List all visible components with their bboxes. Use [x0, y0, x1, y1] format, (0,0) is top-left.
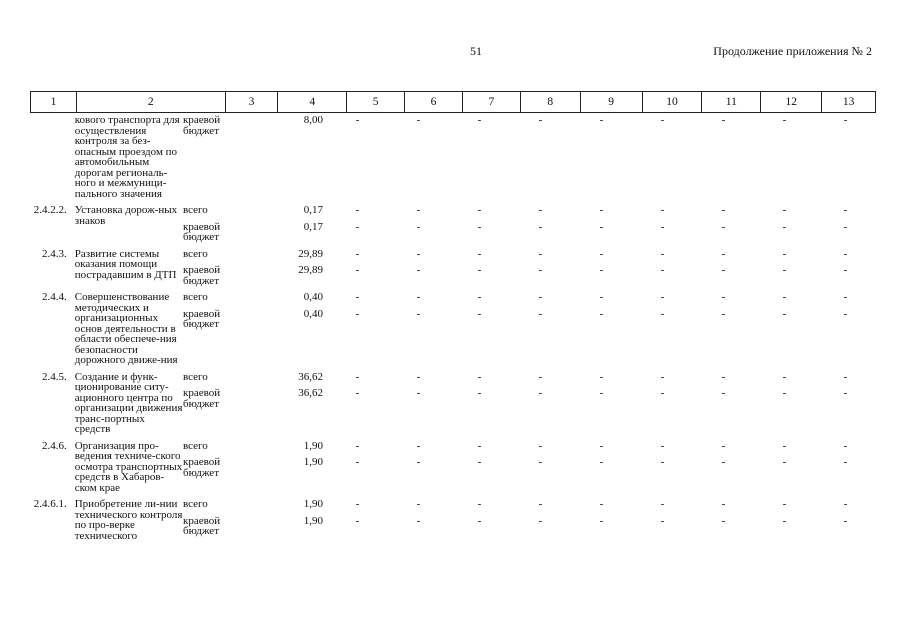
empty-cell-dash: -: [477, 387, 482, 399]
empty-cell-dash: -: [477, 291, 482, 303]
empty-cell-dash: -: [782, 514, 787, 527]
funding-source: краевой бюджет: [183, 220, 221, 243]
funding-value: 36,62: [298, 370, 323, 383]
funding-value: 0,40: [303, 291, 323, 303]
empty-cell-dash: -: [355, 370, 360, 383]
row-name: кового транспорта для осуществления контроля за без-опасным проездом по автомобильным дорогам региональ-ного и межмуници-пального значения: [74, 114, 180, 200]
empty-cell-dash: -: [721, 307, 726, 320]
empty-cell-dash: -: [355, 114, 360, 126]
funding-source: всего: [183, 498, 208, 510]
empty-cell-dash: -: [416, 514, 421, 527]
table-row: [30, 115, 876, 199]
empty-cell-dash: -: [721, 291, 726, 303]
column-header-13: 13: [842, 96, 855, 108]
empty-cell-dash: -: [721, 439, 726, 452]
empty-cell-dash: -: [782, 291, 787, 303]
funding-source: всего: [183, 204, 208, 216]
empty-cell-dash: -: [782, 370, 787, 383]
empty-cell-dash: -: [782, 204, 787, 216]
funding-source: краевой бюджет: [183, 307, 221, 330]
funding-value: 0,17: [303, 204, 323, 216]
empty-cell-dash: -: [416, 114, 421, 126]
empty-cell-dash: -: [599, 247, 604, 260]
row-number: 2.4.6.1.: [33, 498, 67, 510]
table-row: [30, 292, 876, 366]
column-header-6: 6: [405, 92, 463, 112]
empty-cell-dash: -: [416, 204, 421, 216]
column-header-7: 7: [463, 92, 521, 112]
empty-cell-dash: -: [843, 387, 848, 399]
funding-source: всего: [183, 370, 208, 383]
funding-source: всего: [183, 247, 208, 260]
funding-source: всего: [183, 439, 208, 452]
funding-value: 0,40: [303, 307, 323, 320]
column-header-10: 10: [643, 92, 703, 112]
table-body: [30, 115, 876, 547]
empty-cell-dash: -: [477, 370, 482, 383]
funding-source: краевой бюджет: [183, 264, 221, 287]
empty-cell-dash: -: [660, 514, 665, 527]
empty-cell-dash: -: [538, 114, 543, 126]
empty-cell-dash: -: [660, 247, 665, 260]
empty-cell-dash: -: [843, 291, 848, 303]
empty-cell-dash: -: [538, 439, 543, 452]
empty-cell-dash: -: [538, 456, 543, 468]
empty-cell-dash: -: [843, 307, 848, 320]
empty-cell-dash: -: [660, 307, 665, 320]
table-row: [30, 205, 876, 243]
row-number: 2.4.2.2.: [33, 204, 67, 216]
funding-value: 29,89: [298, 264, 323, 276]
empty-cell-dash: -: [416, 220, 421, 233]
empty-cell-dash: -: [416, 264, 421, 276]
row-number: 2.4.3.: [41, 247, 67, 260]
empty-cell-dash: -: [721, 387, 726, 399]
empty-cell-dash: -: [538, 247, 543, 260]
column-header-1: 1: [31, 92, 77, 112]
empty-cell-dash: -: [782, 439, 787, 452]
row-number: 2.4.6.: [41, 439, 67, 452]
empty-cell-dash: -: [721, 456, 726, 468]
empty-cell-dash: -: [599, 291, 604, 303]
empty-cell-dash: -: [599, 456, 604, 468]
funding-source: краевой бюджет: [183, 514, 221, 537]
empty-cell-dash: -: [660, 387, 665, 399]
empty-cell-dash: -: [477, 456, 482, 468]
row-number: [30, 115, 71, 199]
empty-cell-dash: -: [721, 498, 726, 510]
funding-value: 29,89: [298, 247, 323, 260]
empty-cell-dash: -: [660, 220, 665, 233]
empty-cell-dash: -: [355, 439, 360, 452]
empty-cell-dash: -: [538, 370, 543, 383]
empty-cell-dash: -: [416, 247, 421, 260]
empty-cell-dash: -: [355, 498, 360, 510]
column-header-9: 9: [581, 92, 643, 112]
table-row: [30, 372, 876, 435]
empty-cell-dash: -: [660, 439, 665, 452]
empty-cell-dash: -: [599, 204, 604, 216]
empty-cell-dash: -: [477, 514, 482, 527]
empty-cell-dash: -: [355, 220, 360, 233]
empty-cell-dash: -: [721, 370, 726, 383]
empty-cell-dash: -: [355, 456, 360, 468]
empty-cell-dash: -: [477, 220, 482, 233]
empty-cell-dash: -: [843, 498, 848, 510]
column-header-3: 3: [226, 92, 279, 112]
empty-cell-dash: -: [477, 247, 482, 260]
column-header-2: 2: [77, 92, 226, 112]
empty-cell-dash: -: [782, 498, 787, 510]
empty-cell-dash: -: [843, 456, 848, 468]
empty-cell-dash: -: [416, 498, 421, 510]
empty-cell-dash: -: [538, 264, 543, 276]
row-name: Совершенствование методических и организационных основ деятельности в области обеспече-ния безопасности дорожного движе-ния: [74, 291, 178, 366]
row-name: Создание и функ-ционирование ситу-ационного центра по организации движения транс-портных средств: [74, 370, 183, 435]
funding-source: краевой бюджет: [183, 456, 221, 479]
empty-cell-dash: -: [843, 514, 848, 527]
empty-cell-dash: -: [416, 439, 421, 452]
row-name: Приобретение ли-нии технического контроля по про-верке технического: [74, 498, 183, 542]
table-row: [30, 499, 876, 541]
empty-cell-dash: -: [782, 264, 787, 276]
empty-cell-dash: -: [782, 456, 787, 468]
empty-cell-dash: -: [782, 387, 787, 399]
empty-cell-dash: -: [538, 307, 543, 320]
empty-cell-dash: -: [599, 264, 604, 276]
empty-cell-dash: -: [660, 498, 665, 510]
empty-cell-dash: -: [599, 514, 604, 527]
funding-value: 36,62: [298, 387, 323, 399]
empty-cell-dash: -: [538, 514, 543, 527]
empty-cell-dash: -: [721, 220, 726, 233]
row-name: Установка дорож-ных знаков: [74, 204, 178, 227]
empty-cell-dash: -: [721, 114, 726, 126]
empty-cell-dash: -: [538, 387, 543, 399]
empty-cell-dash: -: [538, 291, 543, 303]
empty-cell-dash: -: [355, 514, 360, 527]
empty-cell-dash: -: [416, 307, 421, 320]
empty-cell-dash: -: [843, 439, 848, 452]
empty-cell-dash: -: [599, 439, 604, 452]
empty-cell-dash: -: [355, 387, 360, 399]
empty-cell-dash: -: [477, 307, 482, 320]
empty-cell-dash: -: [416, 370, 421, 383]
empty-cell-dash: -: [721, 514, 726, 527]
row-number: 2.4.4.: [41, 291, 67, 303]
empty-cell-dash: -: [599, 114, 604, 126]
column-header-4: 4: [278, 92, 347, 112]
funding-value: 1,90: [303, 456, 323, 468]
empty-cell-dash: -: [721, 264, 726, 276]
empty-cell-dash: -: [416, 291, 421, 303]
empty-cell-dash: -: [416, 456, 421, 468]
empty-cell-dash: -: [599, 387, 604, 399]
funding-source: всего: [183, 291, 208, 303]
empty-cell-dash: -: [782, 220, 787, 233]
empty-cell-dash: -: [782, 114, 787, 126]
empty-cell-dash: -: [538, 204, 543, 216]
funding-value: 1,90: [303, 514, 323, 527]
column-header-5: 5: [347, 92, 405, 112]
funding-value: 8,00: [303, 114, 323, 126]
page-number: 51: [470, 44, 482, 58]
empty-cell-dash: -: [599, 370, 604, 383]
empty-cell-dash: -: [843, 370, 848, 383]
empty-cell-dash: -: [843, 204, 848, 216]
column-header-8: 8: [521, 92, 581, 112]
empty-cell-dash: -: [721, 247, 726, 260]
row-number: 2.4.5.: [41, 370, 67, 383]
funding-value: 0,17: [303, 220, 323, 233]
empty-cell-dash: -: [355, 307, 360, 320]
empty-cell-dash: -: [782, 307, 787, 320]
empty-cell-dash: -: [416, 387, 421, 399]
column-header-12: 12: [761, 92, 822, 112]
table-row: [30, 441, 876, 494]
empty-cell-dash: -: [355, 247, 360, 260]
empty-cell-dash: -: [843, 114, 848, 126]
empty-cell-dash: -: [355, 264, 360, 276]
row-name: Развитие системы оказания помощи пострадавшим в ДТП: [74, 247, 177, 281]
table-row: [30, 249, 876, 287]
empty-cell-dash: -: [843, 264, 848, 276]
empty-cell-dash: -: [843, 220, 848, 233]
empty-cell-dash: -: [477, 498, 482, 510]
continuation-label: Продолжение приложения № 2: [713, 44, 872, 58]
empty-cell-dash: -: [477, 264, 482, 276]
empty-cell-dash: -: [477, 114, 482, 126]
column-header-11: 11: [702, 92, 761, 112]
empty-cell-dash: -: [599, 220, 604, 233]
empty-cell-dash: -: [538, 220, 543, 233]
empty-cell-dash: -: [355, 291, 360, 303]
empty-cell-dash: -: [660, 114, 665, 126]
empty-cell-dash: -: [660, 291, 665, 303]
empty-cell-dash: -: [782, 247, 787, 260]
empty-cell-dash: -: [355, 204, 360, 216]
empty-cell-dash: -: [599, 498, 604, 510]
funding-value: 1,90: [303, 498, 323, 510]
empty-cell-dash: -: [660, 204, 665, 216]
empty-cell-dash: -: [660, 370, 665, 383]
row-name: Организация про-ведения техниче-ского осмотра транспортных средств в Хабаров-ском крае: [74, 439, 183, 494]
empty-cell-dash: -: [477, 204, 482, 216]
funding-value: 1,90: [303, 439, 323, 452]
empty-cell-dash: -: [721, 204, 726, 216]
empty-cell-dash: -: [538, 498, 543, 510]
funding-source: краевой бюджет: [183, 114, 221, 137]
funding-source: краевой бюджет: [183, 387, 221, 410]
empty-cell-dash: -: [477, 439, 482, 452]
empty-cell-dash: -: [843, 247, 848, 260]
empty-cell-dash: -: [660, 456, 665, 468]
table-header: [30, 91, 876, 113]
empty-cell-dash: -: [599, 307, 604, 320]
empty-cell-dash: -: [660, 264, 665, 276]
